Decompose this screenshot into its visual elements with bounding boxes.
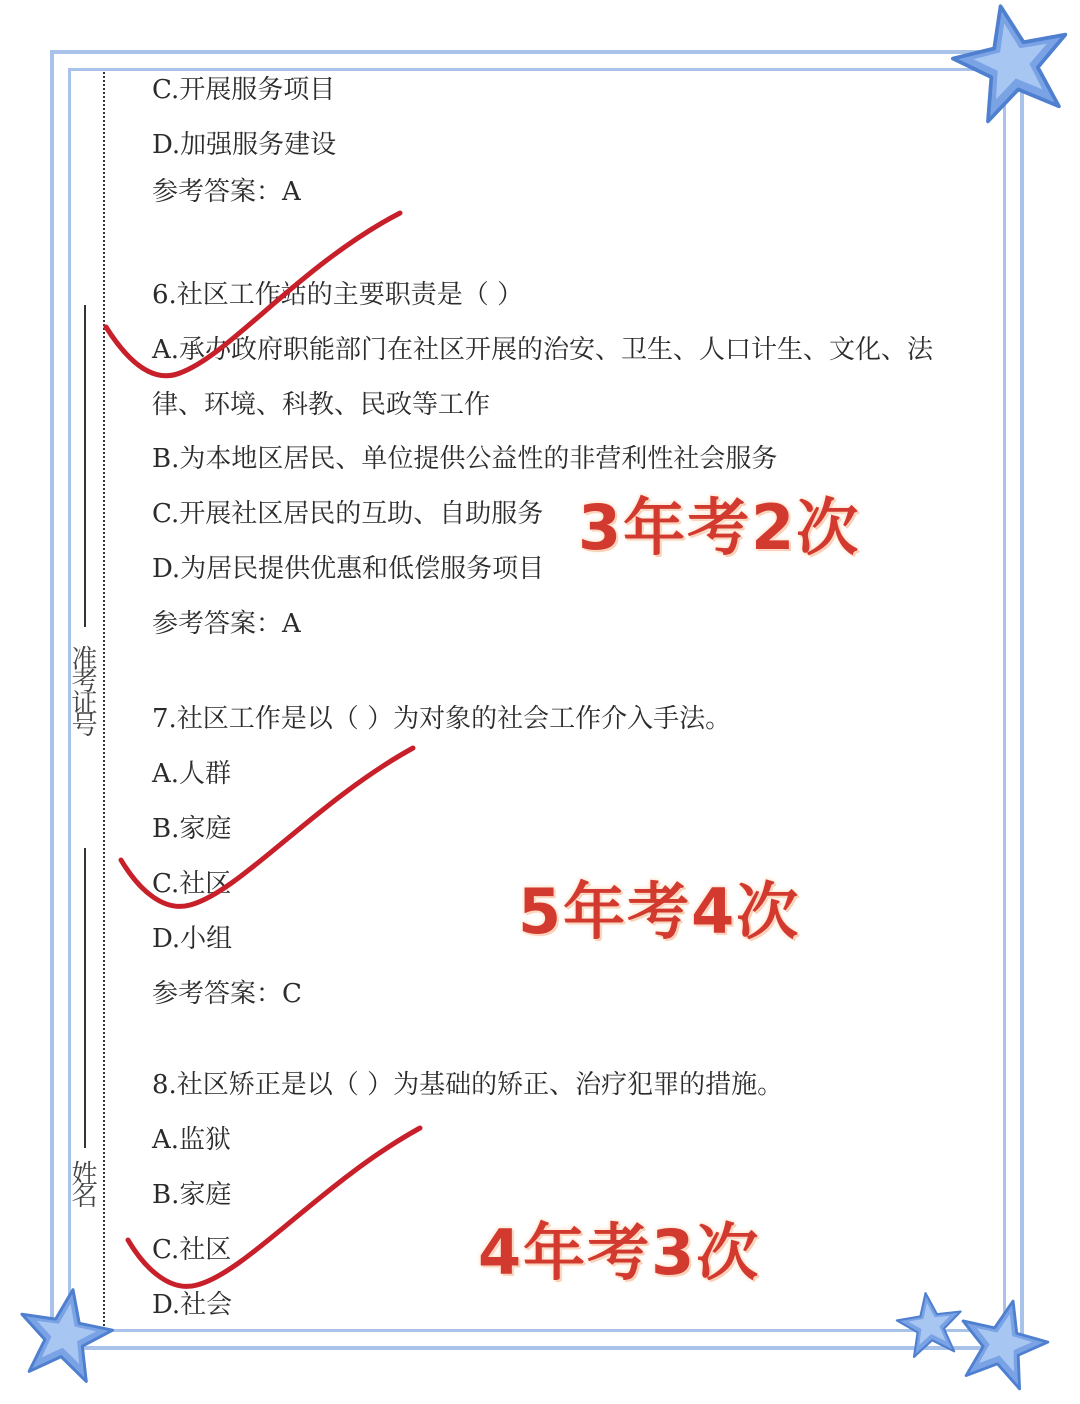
margin-rule xyxy=(84,305,86,627)
q6-option-c: C.开展社区居民的互助、自助服务 xyxy=(152,499,544,529)
q6-answer: 参考答案：A xyxy=(152,609,301,639)
q8-question: 8.社区矫正是以（ ）为基础的矫正、治疗犯罪的措施。 xyxy=(152,1070,784,1100)
q6-question: 6.社区工作站的主要职责是（ ） xyxy=(152,280,524,310)
q6-option-a-line1: A.承办政府职能部门在社区开展的治安、卫生、人口计生、文化、法 xyxy=(152,335,934,365)
q7-frequency-stamp: 5年考4次 xyxy=(518,875,801,948)
q8-frequency-stamp: 4年考3次 xyxy=(478,1216,761,1289)
q5-option-c: C.开展服务项目 xyxy=(152,75,336,105)
q6-option-d: D.为居民提供优惠和低偿服务项目 xyxy=(152,554,545,584)
star-icon xyxy=(15,1285,115,1385)
check-mark-icon xyxy=(122,1122,432,1297)
q6-option-a-line2: 律、环境、科教、民政等工作 xyxy=(152,390,491,420)
q5-option-d: D.加强服务建设 xyxy=(152,130,337,160)
margin-rule xyxy=(84,848,86,1148)
q7-option-b: B.家庭 xyxy=(152,814,232,844)
q8-option-b: B.家庭 xyxy=(152,1180,232,1210)
q7-option-d: D.小组 xyxy=(152,924,233,954)
star-icon xyxy=(955,1296,1050,1391)
q7-option-a: A.人群 xyxy=(152,759,232,789)
margin-label-name: 姓名 xyxy=(67,1160,97,1204)
q6-option-b: B.为本地区居民、单位提供公益性的非营利性社会服务 xyxy=(152,444,778,474)
q8-option-c: C.社区 xyxy=(152,1235,232,1265)
q5-answer: 参考答案：A xyxy=(152,177,301,207)
margin-label-exam-id: 准考证号 xyxy=(67,645,97,733)
check-mark-icon xyxy=(115,742,425,917)
q7-question: 7.社区工作是以（ ）为对象的社会工作介入手法。 xyxy=(152,704,732,734)
q8-option-a: A.监狱 xyxy=(152,1125,232,1155)
q6-frequency-stamp: 3年考2次 xyxy=(578,491,861,564)
check-mark-icon xyxy=(100,205,410,395)
q8-option-d: D.社会 xyxy=(152,1290,233,1320)
q7-answer: 参考答案：C xyxy=(152,979,302,1009)
q7-option-c: C.社区 xyxy=(152,869,232,899)
star-icon xyxy=(950,0,1075,125)
